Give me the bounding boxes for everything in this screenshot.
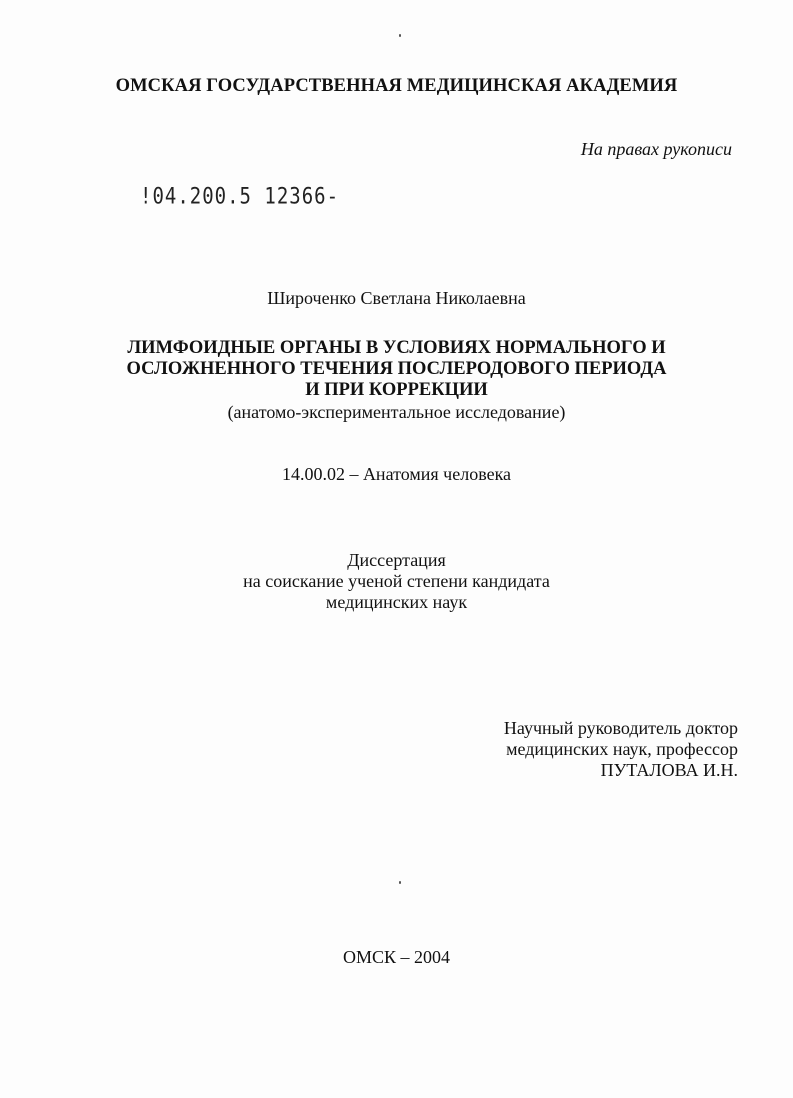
dissertation-degree bbox=[0, 550, 793, 613]
specialty-code: 14.00.02 – Анатомия человека bbox=[281, 464, 512, 484]
title-line-2: ОСЛОЖНЕННОГО ТЕЧЕНИЯ ПОСЛЕРОДОВОГО ПЕРИОДА bbox=[126, 359, 667, 379]
institution-name: ОМСКАЯ ГОСУДАРСТВЕННАЯ МЕДИЦИНСКАЯ АКАДЕМИЯ bbox=[115, 76, 678, 96]
supervisor-block bbox=[504, 718, 738, 781]
city-year: ОМСК – 2004 bbox=[342, 947, 450, 967]
degree-line-2: на соискание ученой степени кандидата bbox=[243, 571, 550, 591]
dissertation-subtitle: (анатомо-экспериментальное исследование) bbox=[227, 402, 566, 422]
dissertation-title bbox=[0, 338, 793, 401]
supervisor-line-1: Научный руководитель доктор bbox=[503, 718, 738, 738]
supervisor-line-2: медицинских наук, профессор bbox=[506, 739, 738, 759]
supervisor-name: ПУТАЛОВА И.Н. bbox=[600, 760, 738, 780]
degree-line-1: Диссертация bbox=[347, 550, 446, 570]
degree-line-3: медицинских наук bbox=[325, 592, 468, 612]
title-line-1: ЛИМФОИДНЫЕ ОРГАНЫ В УСЛОВИЯХ НОРМАЛЬНОГО И bbox=[127, 338, 666, 358]
author-name: Широченко Светлана Николаевна bbox=[267, 288, 526, 308]
scan-speck bbox=[399, 881, 401, 884]
title-line-3: И ПРИ КОРРЕКЦИИ bbox=[305, 380, 488, 400]
scan-speck bbox=[399, 34, 401, 37]
registration-stamp: !04.200.5 12366- bbox=[140, 184, 340, 210]
rights-note: На правах рукописи bbox=[580, 139, 732, 159]
